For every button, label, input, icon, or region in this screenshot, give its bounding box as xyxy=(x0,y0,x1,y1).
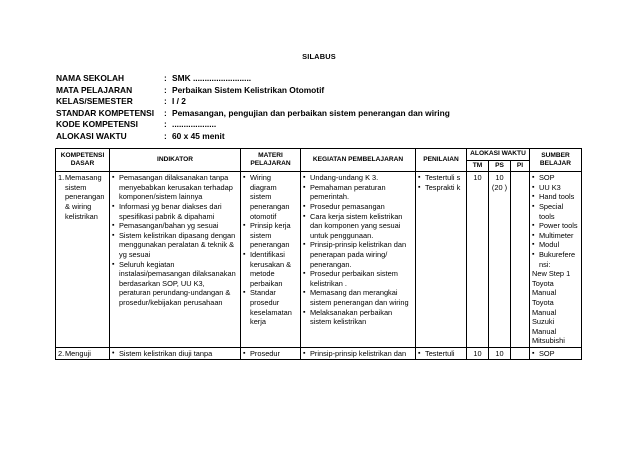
header-penilaian: PENILAIAN xyxy=(416,149,467,172)
cell-sumber-belajar xyxy=(530,172,582,348)
list-item: ▪ Undang-undang K 3. xyxy=(303,173,413,183)
table-row xyxy=(56,172,582,348)
info-row-kelas-semester xyxy=(56,96,450,108)
cell-materi xyxy=(241,347,301,360)
list-item: ▪ Pemasangan/bahan yg sesuai xyxy=(112,221,238,231)
info-colon: : xyxy=(164,84,167,95)
list-item: ▪ Modul xyxy=(532,240,579,250)
info-row-alokasi-waktu xyxy=(56,131,450,143)
list-item: ▪ Seluruh kegiatan instalasi/pemasangan dilaksanakan berdasarkan SOP, UU K3, peraturan perundang-undangan & prosedur/kebijakan perusahaan xyxy=(112,260,238,308)
info-value: SMK ......................... xyxy=(172,73,252,83)
list-item: ▪ Cara kerja sistem kelistrikan dan komponen yang sesuai untuk penggunaan. xyxy=(303,212,413,241)
list-item: ▪ Power tools xyxy=(532,221,579,231)
kd-text: Menguji xyxy=(65,348,91,358)
list-item: ▪ Wiring diagram sistem penerangan otomotif xyxy=(243,173,298,221)
list-item: ▪ Melaksanakan perbaikan sistem kelistrikan xyxy=(303,308,413,327)
cell-penilaian xyxy=(416,172,467,348)
cell-pi xyxy=(511,347,530,360)
cell-indikator xyxy=(110,347,241,360)
list-item: ▪ Testertuli s xyxy=(418,173,464,183)
header-materi-pelajaran: MATERI PELAJARAN xyxy=(241,149,301,172)
list-item: ▪ Identifikasi kerusakan & metode perbaikan xyxy=(243,250,298,288)
list-item: ▪ Prosedur perbaikan sistem kelistrikan . xyxy=(303,269,413,288)
info-colon: : xyxy=(164,130,167,141)
header-kegiatan-pembelajaran: KEGIATAN PEMBELAJARAN xyxy=(301,149,416,172)
info-label: KODE KOMPETENSI xyxy=(56,119,138,130)
info-label: STANDAR KOMPETENSI xyxy=(56,107,155,118)
list-item: ▪ Standar prosedur keselamatan kerja xyxy=(243,288,298,326)
info-value: ................... xyxy=(172,119,217,130)
header-indikator: INDIKATOR xyxy=(110,149,241,172)
info-label: MATA PELAJARAN xyxy=(56,84,133,95)
list-item: ▪ Prinsip-prinsip kelistrikan dan penerapan pada wiring/ penerangan. xyxy=(303,240,413,269)
cell-kegiatan xyxy=(301,172,416,348)
info-value: I / 2 xyxy=(172,96,186,107)
list-item: ▪ Bukurefere nsi: xyxy=(532,250,579,269)
list-item: ▪ Prinsip kerja sistem penerangan xyxy=(243,221,298,250)
list-item: ▪ Informasi yg benar diakses dari spesifikasi pabrik & dipahami xyxy=(112,202,238,221)
info-colon: : xyxy=(164,73,167,83)
cell-ps: 10 (20 ) xyxy=(489,172,511,348)
info-value: Perbaikan Sistem Kelistrikan Otomotif xyxy=(172,84,325,95)
list-item: ▪ Hand tools xyxy=(532,192,579,202)
info-colon: : xyxy=(164,96,167,107)
cell-penilaian xyxy=(416,347,467,360)
header-pi: PI xyxy=(511,160,530,172)
list-item: ▪ Prinsip-prinsip kelistrikan dan xyxy=(303,349,413,359)
cell-kompetensi-dasar xyxy=(56,172,110,348)
list-item: ▪ Pemahaman peraturan pemerintah. xyxy=(303,183,413,202)
cell-ps: 10 xyxy=(489,347,511,360)
list-item: ▪ Memasang dan merangkai sistem penerangan dan wiring xyxy=(303,288,413,307)
cell-tm: 10 xyxy=(467,172,489,348)
info-row-kode-kompetensi xyxy=(56,119,450,131)
list-item: ▪ Special tools xyxy=(532,202,579,221)
list-item: ▪ Prosedur xyxy=(243,349,298,359)
list-item: ▪ Prosedur pemasangan xyxy=(303,202,413,212)
cell-sumber-belajar xyxy=(530,347,582,360)
info-row-mata-pelajaran xyxy=(56,85,450,97)
list-item: ▪ UU K3 xyxy=(532,183,579,193)
list-item: ▪ Pemasangan dilaksanakan tanpa menyebabkan kerusakan terhadap komponen/sistem lainnya xyxy=(112,173,238,202)
syllabus-table xyxy=(55,148,582,360)
list-item: ▪ Multimeter xyxy=(532,231,579,241)
header-info xyxy=(56,73,450,143)
list-item: ▪ SOP xyxy=(532,349,579,359)
info-value: 60 x 45 menit xyxy=(172,130,225,141)
info-value: Pemasangan, pengujian dan perbaikan sistem penerangan dan wiring xyxy=(172,107,450,118)
cell-tm: 10 xyxy=(467,347,489,360)
cell-materi xyxy=(241,172,301,348)
list-item: ▪ SOP xyxy=(532,173,579,183)
reference-books: New Step 1 Toyota Manual Toyota Manual Suzuki Manual Mitsubishi xyxy=(532,269,571,346)
header-sumber-belajar: SUMBER BELAJAR xyxy=(530,149,582,172)
header-kompetensi-dasar: KOMPETENSI DASAR xyxy=(56,149,110,172)
cell-kegiatan xyxy=(301,347,416,360)
info-label: NAMA SEKOLAH xyxy=(56,73,125,83)
row-number: 2. xyxy=(58,348,65,358)
info-row-standar-kompetensi xyxy=(56,108,450,120)
info-label: KELAS/SEMESTER xyxy=(56,96,133,107)
list-item: ▪ Sistem kelistrikan dipasang dengan menggunakan peralatan & teknik & yg sesuai xyxy=(112,231,238,260)
header-tm: TM xyxy=(467,160,489,172)
table-row xyxy=(56,347,582,360)
info-label: ALOKASI WAKTU xyxy=(56,130,127,141)
kd-text: Memasang sistem penerangan & wiring kelistrikan xyxy=(65,173,105,221)
info-colon: : xyxy=(164,107,167,118)
table-header-row xyxy=(56,149,582,161)
header-ps: PS xyxy=(489,160,511,172)
row-number: 1. xyxy=(58,173,65,183)
header-alokasi-waktu: ALOKASI WAKTU xyxy=(467,149,530,161)
list-item: • Sistem kelistrikan diuji tanpa xyxy=(112,349,238,359)
info-colon: : xyxy=(164,119,167,130)
page-title: SILABUS xyxy=(302,52,336,61)
info-row-nama-sekolah xyxy=(56,73,450,85)
cell-pi xyxy=(511,172,530,348)
cell-kompetensi-dasar xyxy=(56,347,110,360)
list-item: ▪ Testertuli xyxy=(418,349,464,359)
cell-indikator xyxy=(110,172,241,348)
list-item: ▪ Tesprakti k xyxy=(418,183,464,193)
